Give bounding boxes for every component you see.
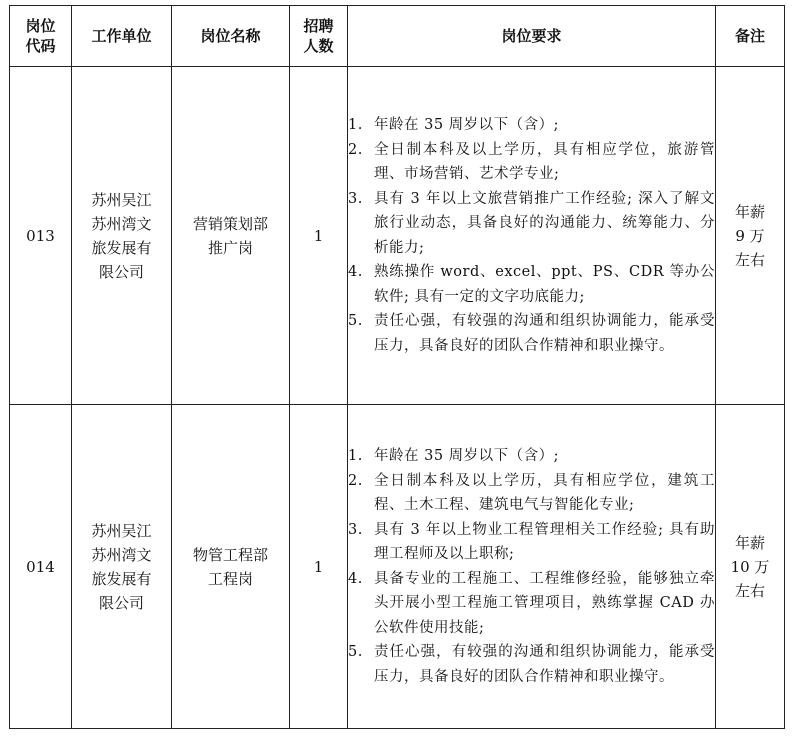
header-note: 备注	[716, 6, 785, 67]
requirement-number: 4.	[348, 570, 363, 587]
header-requirements: 岗位要求	[348, 6, 716, 67]
unit-line: 苏州吴江	[91, 521, 152, 540]
table-row	[10, 405, 785, 729]
requirement-item	[348, 469, 715, 518]
header-row	[10, 6, 785, 67]
requirement-text: 责任心强，有较强的沟通和组织协调能力，能承受压力，具备良好的团队合作精神和职业操守。	[374, 313, 715, 354]
requirement-item	[348, 309, 715, 358]
requirement-text: 年龄在 35 周岁以下（含）;	[374, 448, 560, 464]
table-row	[10, 67, 785, 405]
header-code-line2: 代码	[25, 37, 56, 55]
cell-unit	[72, 405, 172, 729]
unit-line: 限公司	[98, 262, 144, 281]
header-code	[10, 6, 72, 67]
position-line: 物管工程部	[192, 545, 268, 564]
requirement-text: 具有 3 年以上文旅营销推广工作经验; 深入了解文旅行业动态，具备良好的沟通能力、统筹能力、分析能力;	[374, 190, 715, 256]
requirement-text: 全日制本科及以上学历，具有相应学位，旅游管理、市场营销、艺术学专业;	[374, 141, 715, 182]
cell-count: 1	[290, 67, 348, 405]
job-table	[9, 5, 785, 729]
position-line: 营销策划部	[192, 214, 268, 233]
cell-count: 1	[290, 405, 348, 729]
requirement-item	[348, 444, 715, 469]
requirement-text: 具有 3 年以上物业工程管理相关工作经验; 具有助理工程师及以上职称;	[374, 521, 715, 562]
note-line: 10 万	[730, 557, 770, 576]
requirement-number: 3.	[348, 190, 363, 207]
requirement-item	[348, 187, 715, 261]
requirements-list	[348, 444, 715, 689]
cell-note	[716, 405, 785, 729]
requirement-item	[348, 113, 715, 138]
requirement-number: 3.	[348, 521, 363, 538]
header-count-line2: 人数	[303, 37, 334, 55]
requirement-item	[348, 518, 715, 567]
requirement-number: 2.	[348, 472, 363, 489]
position-line: 工程岗	[207, 569, 253, 588]
cell-unit	[72, 67, 172, 405]
header-position: 岗位名称	[172, 6, 290, 67]
requirement-number: 5.	[348, 313, 363, 329]
header-unit: 工作单位	[72, 6, 172, 67]
requirement-text: 全日制本科及以上学历，具有相应学位，建筑工程、土木工程、建筑电气与智能化专业;	[374, 472, 715, 513]
note-line: 左右	[734, 581, 765, 600]
note-line: 左右	[734, 250, 765, 269]
requirement-number: 4.	[348, 264, 363, 280]
unit-line: 旅发展有	[91, 238, 152, 257]
requirement-text: 年龄在 35 周岁以下（含）;	[374, 117, 560, 133]
requirement-number: 1.	[348, 448, 363, 464]
cell-code: 014	[10, 405, 72, 729]
requirement-number: 1.	[348, 117, 363, 133]
requirement-item	[348, 640, 715, 689]
requirement-item	[348, 567, 715, 641]
requirement-number: 5.	[348, 644, 363, 660]
requirements-list	[348, 113, 715, 358]
cell-code: 013	[10, 67, 72, 405]
cell-note	[716, 67, 785, 405]
header-count	[290, 6, 348, 67]
unit-line: 苏州吴江	[91, 190, 152, 209]
requirement-text: 具备专业的工程施工、工程维修经验，能够独立牵头开展小型工程施工管理项目，熟练掌握 CAD 办公软件使用技能;	[374, 570, 715, 636]
position-line: 推广岗	[207, 238, 253, 257]
header-code-line1: 岗位	[25, 17, 56, 35]
note-line: 年薪	[734, 202, 765, 221]
requirement-number: 2.	[348, 141, 363, 158]
requirement-item	[348, 138, 715, 187]
unit-line: 苏州湾文	[91, 214, 152, 233]
requirement-text: 熟练操作 word、excel、ppt、PS、CDR 等办公软件; 具有一定的文字功底能力;	[374, 264, 715, 305]
cell-position	[172, 67, 290, 405]
unit-line: 苏州湾文	[91, 545, 152, 564]
note-line: 年薪	[734, 533, 765, 552]
unit-line: 限公司	[98, 593, 144, 612]
requirement-text: 责任心强，有较强的沟通和组织协调能力，能承受压力，具备良好的团队合作精神和职业操守。	[374, 644, 715, 685]
header-count-line1: 招聘	[303, 17, 334, 35]
unit-line: 旅发展有	[91, 569, 152, 588]
cell-requirements	[348, 67, 716, 405]
note-line: 9 万	[735, 226, 765, 245]
cell-requirements	[348, 405, 716, 729]
requirement-item	[348, 260, 715, 309]
cell-position	[172, 405, 290, 729]
